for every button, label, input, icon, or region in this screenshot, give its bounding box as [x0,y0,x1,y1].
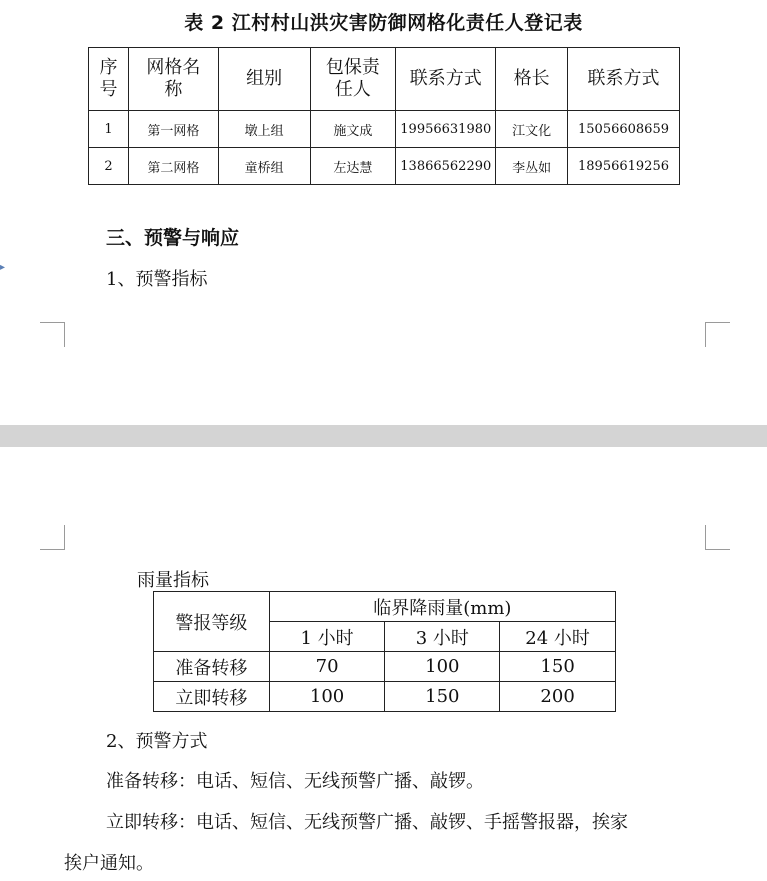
header-cell: 序号 [89,48,129,111]
table-cell: 19956631980 [396,111,496,148]
header-cell: 格长 [496,48,568,111]
header-cell: 联系方式 [396,48,496,111]
responsibility-table [88,47,680,185]
header-cell: 组别 [218,48,310,111]
duration-cell: 3 小时 [385,622,500,652]
table-cell: 第二网格 [128,148,218,185]
duration-cell: 1 小时 [269,622,385,652]
duration-cell: 24 小时 [500,622,616,652]
critical-rainfall-header: 临界降雨量(mm) [269,592,615,622]
table-header-row [89,48,680,111]
value-cell: 100 [269,682,385,712]
table-cell: 13866562290 [396,148,496,185]
table-cell: 墩上组 [218,111,310,148]
level-cell: 准备转移 [154,652,270,682]
table-cell: 江文化 [496,111,568,148]
level-cell: 立即转移 [154,682,270,712]
table-title: 表 2 江村村山洪灾害防御网格化责任人登记表 [184,12,583,34]
table-row [154,652,616,682]
table-cell: 1 [89,111,129,148]
table-cell: 第一网格 [128,111,218,148]
page-gap [0,425,767,447]
value-cell: 150 [385,682,500,712]
page-one [0,0,767,425]
table-cell: 左达慧 [310,148,396,185]
header-cell: 网格名称 [128,48,218,111]
table-cell: 童桥组 [218,148,310,185]
immediate-transfer-text-continued: 挨户通知。 [64,853,154,874]
table-row [89,111,680,148]
level-header: 警报等级 [154,592,270,652]
table-header-row [154,592,616,622]
table-row [89,148,680,185]
value-cell: 150 [500,652,616,682]
section-heading: 三、预警与响应 [106,227,240,249]
margin-corner-mark [40,525,65,550]
margin-corner-mark [40,322,65,347]
immediate-transfer-text: 立即转移：电话、短信、无线预警广播、敲锣、手摇警报器，挨家 [106,812,628,833]
table-cell: 李丛如 [496,148,568,185]
header-cell: 包保责任人 [310,48,396,111]
value-cell: 70 [269,652,385,682]
navigation-arrow-icon[interactable]: ▸ [0,262,6,273]
value-cell: 100 [385,652,500,682]
sub-heading: 1、预警指标 [106,269,208,290]
table-cell: 施文成 [310,111,396,148]
value-cell: 200 [500,682,616,712]
table-cell: 2 [89,148,129,185]
prepare-transfer-text: 准备转移：电话、短信、无线预警广播、敲锣。 [106,771,484,792]
table-cell: 15056608659 [568,111,680,148]
method-heading: 2、预警方式 [106,731,208,752]
table-row [154,682,616,712]
table-cell: 18956619256 [568,148,680,185]
margin-corner-mark [705,525,730,550]
rain-indicator-label: 雨量指标 [137,570,209,591]
header-cell: 联系方式 [568,48,680,111]
margin-corner-mark [705,322,730,347]
rainfall-threshold-table [153,591,616,712]
